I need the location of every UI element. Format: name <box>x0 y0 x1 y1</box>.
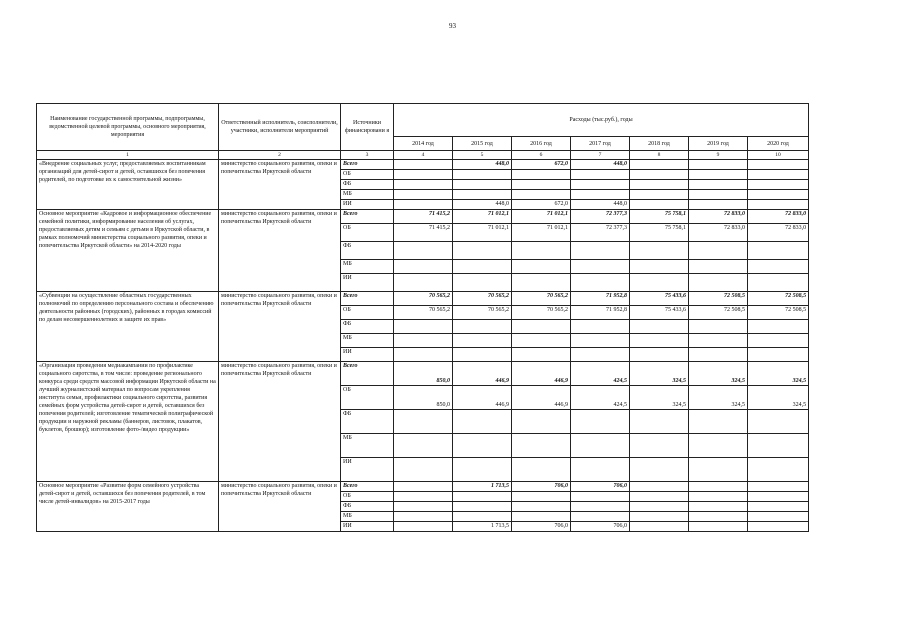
funding-source: ОБ <box>341 224 394 242</box>
expense-value <box>394 522 453 532</box>
expense-value: 71 012,1 <box>453 224 512 242</box>
expense-value <box>394 492 453 502</box>
expense-value <box>689 334 748 348</box>
expense-value <box>748 260 809 274</box>
expense-value <box>394 320 453 334</box>
expense-value <box>689 170 748 180</box>
expense-value: 70 565,2 <box>512 306 571 320</box>
expense-value <box>453 260 512 274</box>
funding-source: ФБ <box>341 320 394 334</box>
expense-value <box>512 434 571 458</box>
header-year: 2015 год <box>453 137 512 151</box>
expense-value <box>630 334 689 348</box>
table-row <box>37 482 809 492</box>
table-row <box>37 292 809 306</box>
expense-value: 324,5 <box>689 386 748 410</box>
expense-value: 324,5 <box>630 362 689 386</box>
expense-value <box>453 190 512 200</box>
expense-value <box>630 180 689 190</box>
header-year: 2014 год <box>394 137 453 151</box>
expense-value <box>512 170 571 180</box>
funding-source: Всего <box>341 292 394 306</box>
funding-source: МБ <box>341 512 394 522</box>
header-responsible: Ответственный исполнитель, соисполнители, участники, исполнители мероприятий <box>219 104 341 151</box>
expense-value <box>630 200 689 210</box>
expense-value <box>571 512 630 522</box>
expense-value <box>571 502 630 512</box>
column-number: 3 <box>341 151 394 160</box>
expense-value <box>453 434 512 458</box>
column-number: 2 <box>219 151 341 160</box>
expense-value <box>748 482 809 492</box>
expense-value <box>453 410 512 434</box>
expense-value: 71 415,2 <box>394 224 453 242</box>
header-source: Источники финансировани я <box>341 104 394 151</box>
funding-source: МБ <box>341 334 394 348</box>
expense-value <box>394 200 453 210</box>
expense-value <box>571 492 630 502</box>
expense-value: 672,0 <box>512 200 571 210</box>
expense-value <box>748 512 809 522</box>
responsible-executor: министерство социального развития, опеки и попечительства Иркутской области <box>219 482 341 532</box>
column-number: 5 <box>453 151 512 160</box>
funding-source: ФБ <box>341 180 394 190</box>
funding-source: ФБ <box>341 242 394 260</box>
expense-value: 446,9 <box>512 386 571 410</box>
expense-value: 75 758,1 <box>630 210 689 224</box>
expense-value: 448,0 <box>453 160 512 170</box>
expense-value <box>571 190 630 200</box>
expense-value <box>689 160 748 170</box>
expense-value: 446,9 <box>453 386 512 410</box>
expense-value: 448,0 <box>453 200 512 210</box>
funding-source: МБ <box>341 434 394 458</box>
expense-value <box>689 512 748 522</box>
expense-value <box>630 410 689 434</box>
expense-value <box>512 512 571 522</box>
funding-source: ИИ <box>341 458 394 482</box>
funding-source: ИИ <box>341 200 394 210</box>
expense-value: 424,5 <box>571 362 630 386</box>
table-row <box>37 362 809 386</box>
expense-value <box>571 320 630 334</box>
table-row <box>37 210 809 224</box>
expense-value <box>571 434 630 458</box>
expense-value: 1 713,5 <box>453 482 512 492</box>
expense-value <box>630 434 689 458</box>
funding-source: Всего <box>341 362 394 386</box>
column-number: 10 <box>748 151 809 160</box>
funding-source: МБ <box>341 260 394 274</box>
expense-value <box>630 502 689 512</box>
expense-value <box>571 458 630 482</box>
expense-value: 75 433,6 <box>630 292 689 306</box>
expense-value <box>453 348 512 362</box>
responsible-executor: министерство социального развития, опеки и попечительства Иркутской области <box>219 292 341 362</box>
column-number: 6 <box>512 151 571 160</box>
expense-value: 75 433,6 <box>630 306 689 320</box>
expense-value: 71 415,2 <box>394 210 453 224</box>
expense-value <box>394 242 453 260</box>
expense-value <box>748 492 809 502</box>
expense-value <box>689 260 748 274</box>
expense-value <box>748 458 809 482</box>
expense-value <box>394 482 453 492</box>
expense-value <box>512 348 571 362</box>
table-row <box>37 160 809 170</box>
expense-value <box>689 320 748 334</box>
expense-value: 672,0 <box>512 160 571 170</box>
expense-value <box>394 512 453 522</box>
expense-value <box>689 522 748 532</box>
expense-value <box>630 458 689 482</box>
expense-value <box>453 492 512 502</box>
expense-value <box>748 180 809 190</box>
responsible-executor: министерство социального развития, опеки и попечительства Иркутской области <box>219 362 341 482</box>
measure-name: «Организация проведения медиакампании по профилактике социального сиротства, в том числе: проведение регионального конкурса среди средств массовой информации Иркутской области на лучший журналистский материал по вопросам укрепления института семьи, профилактики социального сиротства, развития семейных форм устройства детей-сирот и детей, оставшихся без попечения родителей; изготовление тематической полиграфической продукции и наружной рекламы (баннеров, листовок, плакатов, буклетов, брошюр); изготовление фото-/видео продукции» <box>37 362 219 482</box>
column-number: 9 <box>689 151 748 160</box>
expense-value <box>689 458 748 482</box>
expense-value <box>630 260 689 274</box>
financing-table <box>36 103 809 532</box>
expense-value <box>571 334 630 348</box>
funding-source: Всего <box>341 482 394 492</box>
expense-value <box>748 170 809 180</box>
expense-value: 706,0 <box>571 482 630 492</box>
expense-value <box>748 348 809 362</box>
expense-value <box>453 274 512 292</box>
column-number: 8 <box>630 151 689 160</box>
expense-value <box>453 320 512 334</box>
expense-value <box>748 320 809 334</box>
expense-value <box>630 170 689 180</box>
expense-value <box>630 160 689 170</box>
funding-source: ОБ <box>341 306 394 320</box>
expense-value <box>512 410 571 434</box>
funding-source: ОБ <box>341 170 394 180</box>
expense-value <box>394 180 453 190</box>
expense-value: 72 833,0 <box>748 210 809 224</box>
expense-value <box>748 274 809 292</box>
expense-value <box>630 274 689 292</box>
expense-value <box>689 180 748 190</box>
expense-value <box>571 274 630 292</box>
expense-value <box>748 190 809 200</box>
expense-value <box>630 522 689 532</box>
expense-value: 448,0 <box>571 200 630 210</box>
expense-value: 71 012,1 <box>453 210 512 224</box>
expense-value <box>512 274 571 292</box>
page-number: 93 <box>449 22 456 30</box>
expense-value: 70 565,2 <box>512 292 571 306</box>
expense-value: 72 508,5 <box>689 292 748 306</box>
expense-value: 706,0 <box>512 482 571 492</box>
expense-value <box>630 320 689 334</box>
header-name: Наименование государственной программы, подпрограммы, ведомственной целевой программы, основного мероприятия, мероприятия <box>37 104 219 151</box>
header-year: 2016 год <box>512 137 571 151</box>
expense-value <box>512 458 571 482</box>
expense-value <box>630 190 689 200</box>
measure-name: «Внедрение социальных услуг, предоставляемых воспитанникам организаций для детей-сирот и детей, оставшихся без попечения родителей, по подготовке их к самостоятельной жизни» <box>37 160 219 210</box>
expense-value <box>394 502 453 512</box>
expense-value <box>394 160 453 170</box>
expense-value: 72 508,5 <box>748 306 809 320</box>
expense-value <box>453 242 512 260</box>
measure-name: Основное мероприятие «Развитие форм семейного устройства детей-сирот и детей, оставшихся без попечения родителей, в том числе детей-инвалидов» на 2015-2017 годы <box>37 482 219 532</box>
expense-value <box>689 242 748 260</box>
expense-value: 71 952,8 <box>571 292 630 306</box>
expense-value: 324,5 <box>630 386 689 410</box>
expense-value <box>512 492 571 502</box>
expense-value: 424,5 <box>571 386 630 410</box>
expense-value <box>689 190 748 200</box>
expense-value <box>689 492 748 502</box>
expense-value: 70 565,2 <box>453 306 512 320</box>
funding-source: Всего <box>341 160 394 170</box>
expense-value <box>689 502 748 512</box>
expense-value: 71 012,1 <box>512 210 571 224</box>
expense-value: 70 565,2 <box>394 306 453 320</box>
expense-value <box>571 170 630 180</box>
expense-value <box>689 348 748 362</box>
expense-value <box>394 458 453 482</box>
expense-value <box>512 180 571 190</box>
expense-value <box>630 482 689 492</box>
measure-name: Основное мероприятие «Кадровое и информационное обеспечение семейной политики, информирование населения об услугах, предоставляемых детям и семьям с детьми в Иркутской области, в рамках полномочий министерства социального развития, опеки и попечительства Иркутской области» на 2014-2020 годы <box>37 210 219 292</box>
expense-value <box>748 522 809 532</box>
expense-value <box>394 190 453 200</box>
expense-value <box>453 458 512 482</box>
expense-value <box>453 180 512 190</box>
expense-value <box>394 348 453 362</box>
funding-source: МБ <box>341 190 394 200</box>
expense-value <box>630 242 689 260</box>
expense-value <box>512 334 571 348</box>
expense-value: 75 758,1 <box>630 224 689 242</box>
header-year: 2017 год <box>571 137 630 151</box>
expense-value: 706,0 <box>512 522 571 532</box>
expense-value: 71 012,1 <box>512 224 571 242</box>
expense-value: 324,5 <box>748 386 809 410</box>
expense-value <box>512 502 571 512</box>
header-year: 2019 год <box>689 137 748 151</box>
expense-value <box>571 180 630 190</box>
responsible-executor: министерство социального развития, опеки и попечительства Иркутской области <box>219 210 341 292</box>
responsible-executor: министерство социального развития, опеки и попечительства Иркутской области <box>219 160 341 210</box>
expense-value: 72 833,0 <box>748 224 809 242</box>
expense-value <box>630 512 689 522</box>
header-expenses: Расходы (тыс.руб.), годы <box>394 104 809 137</box>
expense-value <box>748 434 809 458</box>
funding-source: Всего <box>341 210 394 224</box>
funding-source: ИИ <box>341 348 394 362</box>
expense-value: 850,0 <box>394 386 453 410</box>
table-body <box>37 160 809 532</box>
expense-value: 448,0 <box>571 160 630 170</box>
funding-source: ФБ <box>341 410 394 434</box>
expense-value: 72 377,3 <box>571 210 630 224</box>
column-number: 7 <box>571 151 630 160</box>
header-year: 2020 год <box>748 137 809 151</box>
expense-value <box>453 502 512 512</box>
column-number: 1 <box>37 151 219 160</box>
expense-value <box>512 260 571 274</box>
column-number: 4 <box>394 151 453 160</box>
expense-value: 72 508,5 <box>748 292 809 306</box>
expense-value: 446,9 <box>453 362 512 386</box>
expense-value <box>748 160 809 170</box>
funding-source: ИИ <box>341 274 394 292</box>
expense-value: 324,5 <box>748 362 809 386</box>
measure-name: «Субвенции на осуществление областных государственных полномочий по определению персонального состава и обеспечению деятельности районных (городских), районных в городах комиссий по делам несовершеннолетних и защите их прав» <box>37 292 219 362</box>
expense-value <box>748 410 809 434</box>
expense-value <box>748 334 809 348</box>
expense-value: 72 377,3 <box>571 224 630 242</box>
expense-value <box>630 492 689 502</box>
expense-value: 70 565,2 <box>394 292 453 306</box>
funding-source: ФБ <box>341 502 394 512</box>
expense-value <box>689 200 748 210</box>
expense-value: 72 833,0 <box>689 224 748 242</box>
expense-value <box>394 334 453 348</box>
expense-value <box>689 410 748 434</box>
expense-value <box>571 410 630 434</box>
expense-value <box>394 434 453 458</box>
expense-value <box>512 242 571 260</box>
expense-value <box>748 242 809 260</box>
expense-value <box>571 260 630 274</box>
expense-value: 324,5 <box>689 362 748 386</box>
expense-value <box>394 274 453 292</box>
funding-source: ОБ <box>341 386 394 410</box>
expense-value: 850,0 <box>394 362 453 386</box>
expense-value <box>748 200 809 210</box>
expense-value <box>689 274 748 292</box>
expense-value <box>571 348 630 362</box>
expense-value: 446,9 <box>512 362 571 386</box>
expense-value: 71 952,8 <box>571 306 630 320</box>
expense-value: 72 833,0 <box>689 210 748 224</box>
expense-value <box>453 512 512 522</box>
expense-value <box>394 170 453 180</box>
header-year: 2018 год <box>630 137 689 151</box>
expense-value: 72 508,5 <box>689 306 748 320</box>
expense-value: 1 713,5 <box>453 522 512 532</box>
expense-value: 70 565,2 <box>453 292 512 306</box>
expense-value <box>512 320 571 334</box>
expense-value: 706,0 <box>571 522 630 532</box>
expense-value <box>748 502 809 512</box>
expense-value <box>512 190 571 200</box>
expense-value <box>394 260 453 274</box>
funding-source: ОБ <box>341 492 394 502</box>
funding-source: ИИ <box>341 522 394 532</box>
expense-value <box>394 410 453 434</box>
expense-value <box>571 242 630 260</box>
expense-value <box>689 482 748 492</box>
expense-value <box>453 334 512 348</box>
expense-value <box>453 170 512 180</box>
expense-value <box>630 348 689 362</box>
expense-value <box>689 434 748 458</box>
